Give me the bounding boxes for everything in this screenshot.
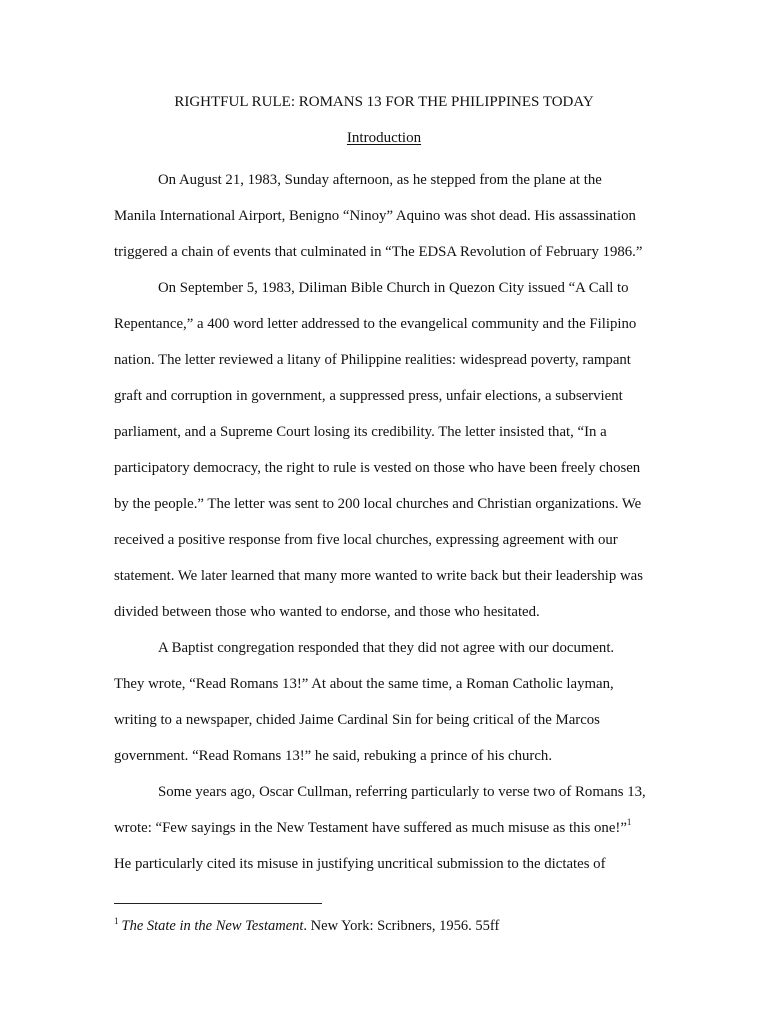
paragraph-line: Manila International Airport, Benigno “Ninoy” Aquino was shot dead. His assassination — [114, 208, 636, 224]
paragraph-line: Repentance,” a 400 word letter addressed to the evangelical community and the Filipino — [114, 316, 637, 332]
paragraph-line-text: wrote: “Few sayings in the New Testament have suffered as much misuse as this one!” — [114, 820, 627, 836]
paragraph-line: He particularly cited its misuse in justifying uncritical submission to the dictates of — [114, 856, 606, 872]
paragraph-line: statement. We later learned that many more wanted to write back but their leadership was — [114, 568, 643, 584]
paragraph-line: participatory democracy, the right to rule is vested on those who have been freely chosen — [114, 460, 641, 476]
footnote-citation: . New York: Scribners, 1956. 55ff — [303, 918, 500, 934]
paragraph-line: nation. The letter reviewed a litany of Philippine realities: widespread poverty, rampant — [114, 352, 631, 368]
paragraph-line: received a positive response from five local churches, expressing agreement with our — [114, 532, 618, 548]
paragraph-line: divided between those who wanted to endorse, and those who hesitated. — [114, 604, 540, 620]
paragraph-line: triggered a chain of events that culminated in “The EDSA Revolution of February 1986.” — [114, 244, 643, 260]
footnote-marker: 1 — [114, 916, 119, 926]
paragraph-line: parliament, and a Supreme Court losing its credibility. The letter insisted that, “In a — [114, 424, 607, 440]
document-title: RIGHTFUL RULE: ROMANS 13 FOR THE PHILIPPINES TODAY — [174, 94, 594, 110]
body-text — [114, 162, 662, 882]
paragraph-line-with-footnote — [114, 810, 662, 846]
paragraph-line: government. “Read Romans 13!” he said, rebuking a prince of his church. — [114, 748, 553, 764]
paragraph-line: Some years ago, Oscar Cullman, referring particularly to verse two of Romans 13, — [158, 784, 646, 800]
paragraph-line: graft and corruption in government, a suppressed press, unfair elections, a subservient — [114, 388, 623, 404]
footnote-book-title: The State in the New Testament — [121, 918, 304, 934]
section-heading: Introduction — [346, 130, 422, 146]
paragraph-line: by the people.” The letter was sent to 200 local churches and Christian organizations. We — [114, 496, 642, 512]
paragraph-line: They wrote, “Read Romans 13!” At about the same time, a Roman Catholic layman, — [114, 676, 614, 692]
paragraph-line: writing to a newspaper, chided Jaime Cardinal Sin for being critical of the Marcos — [114, 712, 600, 728]
footnote — [114, 910, 499, 937]
footnote-reference[interactable]: 1 — [626, 817, 632, 827]
paragraph-line: A Baptist congregation responded that they did not agree with our document. — [158, 640, 615, 656]
paragraph-line: On September 5, 1983, Diliman Bible Church in Quezon City issued “A Call to — [158, 280, 629, 296]
paragraph-line: On August 21, 1983, Sunday afternoon, as he stepped from the plane at the — [158, 172, 602, 188]
footnote-separator — [114, 903, 322, 904]
